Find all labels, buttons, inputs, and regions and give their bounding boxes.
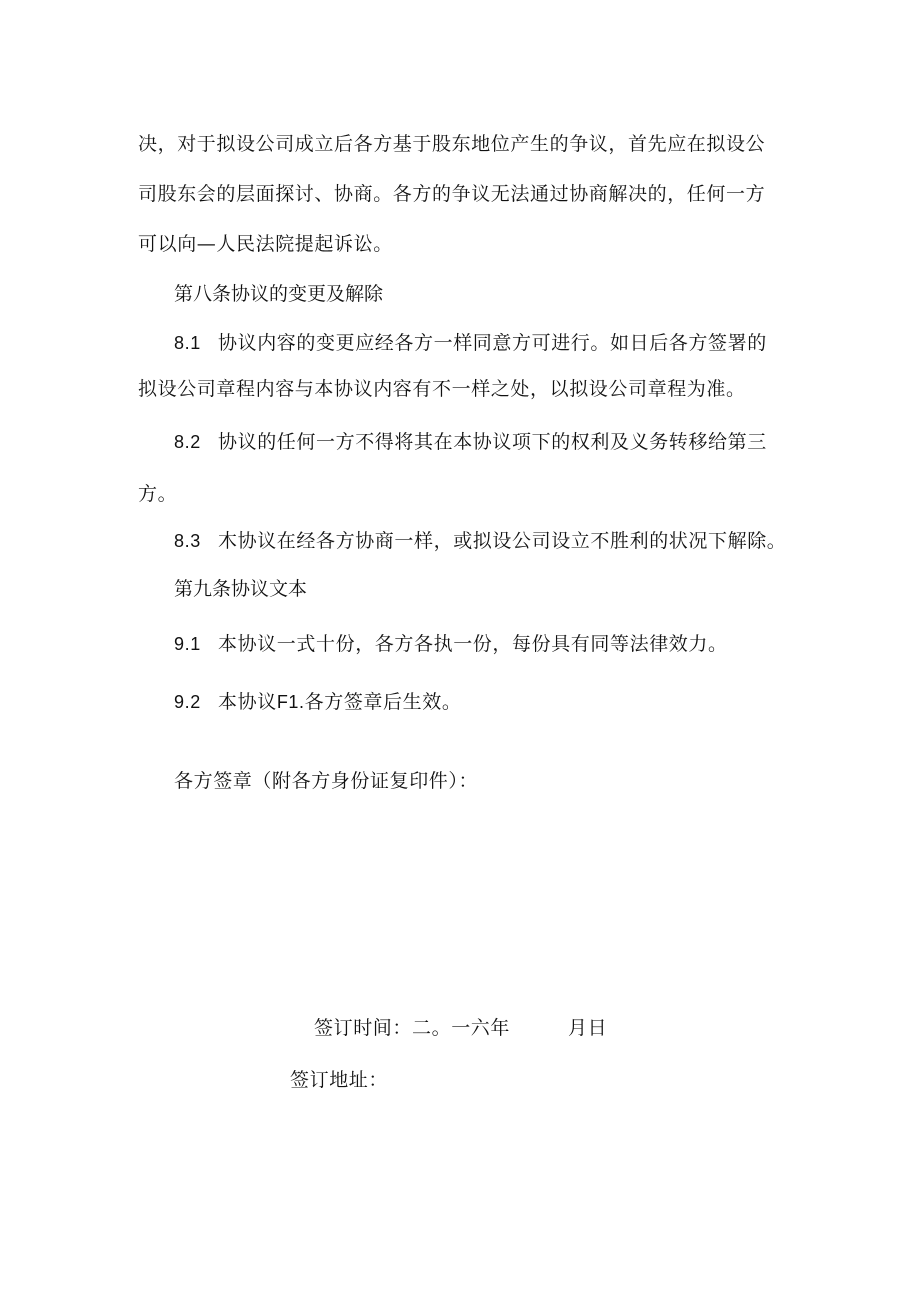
clause-number: 8.3 (174, 531, 201, 551)
signing-address-label: 签订地址： (290, 1069, 389, 1091)
article8-heading: 第八条协议的变更及解除 (174, 283, 384, 305)
article7-line-2: 司股东会的层面探讨、协商。各方的争议无法通过协商解决的，任何一方 (138, 183, 766, 205)
clause-text-post: 各方签章后生效。 (304, 691, 462, 713)
clause-8-1-line-2: 拟设公司章程内容与本协议内容有不一样之处，以拟设公司章程为准。 (138, 378, 746, 400)
clause-number: 9.2 (174, 692, 201, 712)
clause-8-2-line-1 (174, 429, 767, 455)
clause-text: 协议的任何一方不得将其在本协议项下的权利及义务转移给第三 (218, 431, 767, 453)
signing-date-label: 签订时间：二。一六年 (314, 1017, 511, 1039)
clause-text: 本协议一式十份，各方各执一份，每份具有同等法律效力。 (218, 633, 728, 655)
signature-label: 各方签章（附各方身份证复印件）： (174, 770, 479, 792)
signing-date-suffix: 月日 (568, 1017, 608, 1039)
article9-heading: 第九条协议文本 (174, 578, 308, 600)
clause-8-2-line-2: 方。 (138, 483, 178, 505)
clause-8-1-line-1 (174, 330, 767, 356)
clause-number: 8.1 (174, 333, 201, 353)
clause-text: 木协议在经各方协商一样，或拟设公司设立不胜利的状况下解除。 (218, 530, 787, 552)
clause-8-3-line-1 (174, 528, 786, 554)
clause-9-1-line-1 (174, 631, 728, 657)
article7-line-3: 可以向—人民法院提起诉讼。 (138, 233, 393, 255)
article7-line-1: 决，对于拟设公司成立后各方基于股东地位产生的争议，首先应在拟设公 (138, 133, 766, 155)
clause-code: F1. (276, 692, 305, 712)
clause-number: 8.2 (174, 432, 201, 452)
clause-text: 协议内容的变更应经各方一样同意方可进行。如日后各方签署的 (218, 332, 767, 354)
clause-text-pre: 本协议 (218, 691, 277, 713)
clause-9-2-line-1 (174, 689, 461, 715)
clause-number: 9.1 (174, 634, 201, 654)
